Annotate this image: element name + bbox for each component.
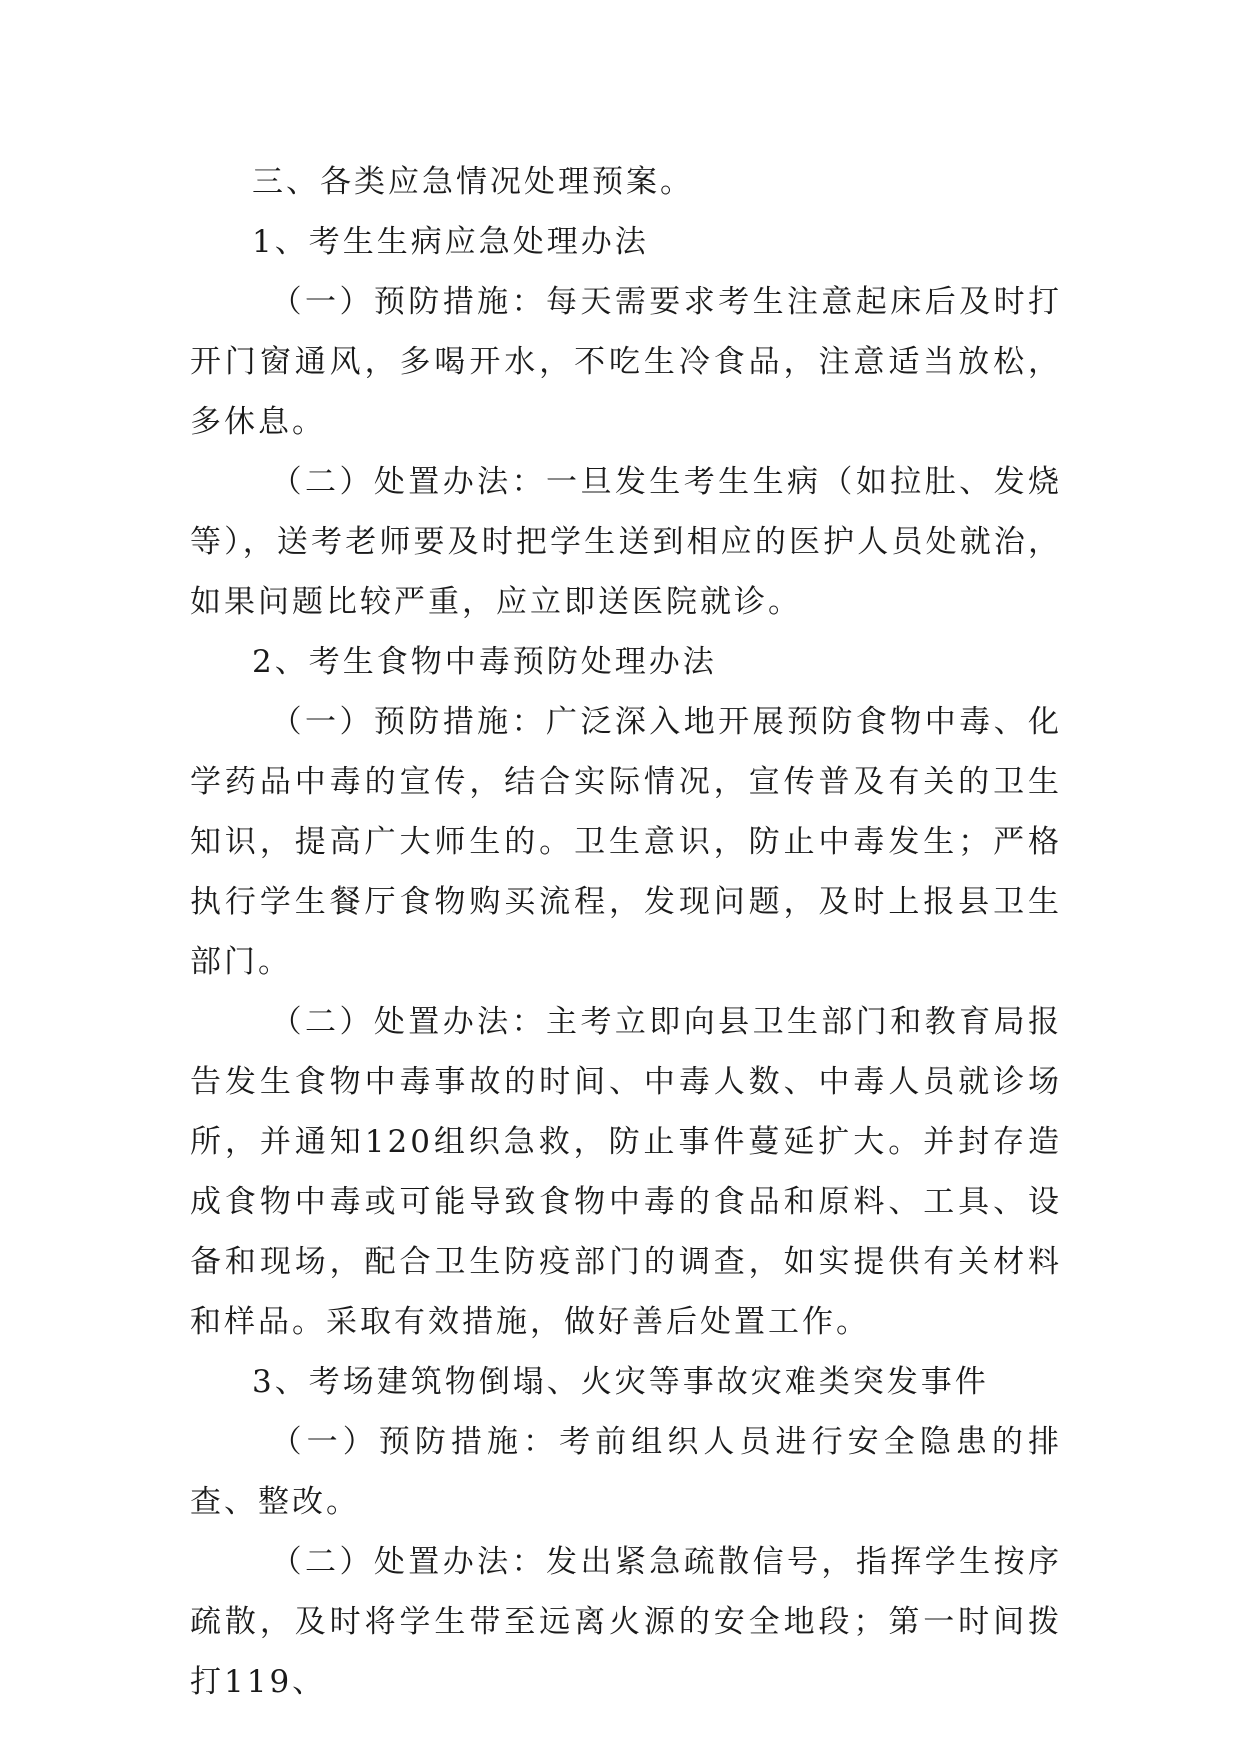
section-heading: 三、各类应急情况处理预案。 (252, 164, 694, 200)
paragraph-illness-prevention: （一）预防措施：每天需要求考生注意起床后及时打开门窗通风，多喝开水，不吃生冷食品，注意适当放松，多休息。 (190, 284, 1062, 440)
subsection-heading-food-poisoning: 2、考生食物中毒预防处理办法 (252, 644, 717, 680)
document-body (190, 152, 1062, 1712)
paragraph-fire-prevention: （一）预防措施：考前组织人员进行安全隐患的排查、整改。 (190, 1424, 1062, 1520)
paragraph-food-prevention: （一）预防措施：广泛深入地开展预防食物中毒、化学药品中毒的宣传，结合实际情况，宣传普及有关的卫生知识，提高广大师生的。卫生意识，防止中毒发生；严格执行学生餐厅食物购买流程，发现问题，及时上报县卫生部门。 (190, 704, 1062, 980)
paragraph-fire-handling: （二）处置办法：发出紧急疏散信号，指挥学生按序疏散，及时将学生带至远离火源的安全地段；第一时间拨打119、 (190, 1544, 1062, 1700)
paragraph-food-handling: （二）处置办法：主考立即向县卫生部门和教育局报告发生食物中毒事故的时间、中毒人数、中毒人员就诊场所，并通知120组织急救，防止事件蔓延扩大。并封存造成食物中毒或可能导致食物中毒的食品和原料、工具、设备和现场，配合卫生防疫部门的调查，如实提供有关材料和样品。采取有效措施，做好善后处置工作。 (190, 1004, 1062, 1340)
subsection-heading-building-fire: 3、考场建筑物倒塌、火灾等事故灾难类突发事件 (252, 1364, 989, 1400)
subsection-heading-illness: 1、考生生病应急处理办法 (252, 224, 649, 260)
paragraph-illness-handling: （二）处置办法：一旦发生考生生病（如拉肚、发烧等），送考老师要及时把学生送到相应的医护人员处就治，如果问题比较严重，应立即送医院就诊。 (190, 464, 1062, 620)
